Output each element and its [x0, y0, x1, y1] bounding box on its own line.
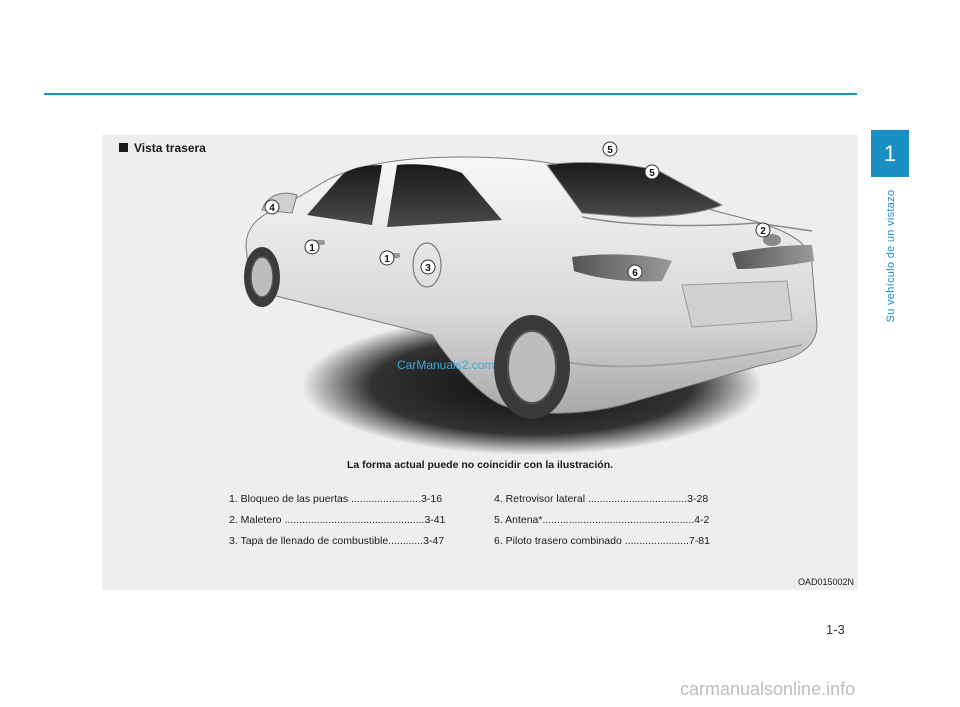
chapter-title: Su vehículo de un vistazo [885, 189, 897, 323]
reference-list-left [229, 493, 446, 556]
page-number: 1-3 [826, 622, 845, 637]
image-code: OAD015002N [797, 577, 854, 587]
reference-item: 1. Bloqueo de las puertas ........................3-16 [229, 493, 443, 505]
callout-label: 3 [425, 263, 431, 274]
illustration-caption: La forma actual puede no coincidir con la ilustración. [346, 459, 614, 471]
callout-label: 5 [649, 168, 655, 179]
chapter-number: 1 [883, 140, 897, 166]
header-rule [44, 93, 857, 95]
square-bullet-icon [119, 143, 128, 152]
callout-label: 1 [309, 243, 315, 254]
callout-label: 2 [760, 226, 766, 237]
plate-recess [682, 281, 792, 327]
callout-label: 1 [384, 254, 390, 265]
rear-wheel-rim [508, 331, 556, 403]
footer-watermark: carmanualsonline.info [680, 679, 856, 699]
front-wheel-rim [251, 257, 273, 297]
chapter-number-tab [871, 130, 909, 177]
figure-panel [102, 135, 858, 590]
reference-item: 4. Retrovisor lateral ..................................3-28 [494, 493, 709, 505]
reference-item: 3. Tapa de llenado de combustible............3-47 [229, 535, 445, 547]
reference-item: 6. Piloto trasero combinado ......................7-81 [494, 535, 710, 547]
callout-label: 6 [632, 268, 638, 279]
car-rear-view-illustration [202, 135, 766, 453]
section-heading-text: Vista trasera [134, 141, 206, 155]
section-heading [119, 141, 206, 155]
chapter-side-title [883, 178, 899, 338]
watermark-overlay: CarManuals2.com [397, 358, 495, 372]
reference-list-right [494, 493, 710, 556]
reference-item: 2. Maletero ................................................3-41 [229, 514, 446, 526]
callout-label: 5 [607, 145, 613, 156]
callout-label: 4 [269, 203, 275, 214]
reference-item: 5. Antena*....................................................4-2 [494, 514, 710, 526]
